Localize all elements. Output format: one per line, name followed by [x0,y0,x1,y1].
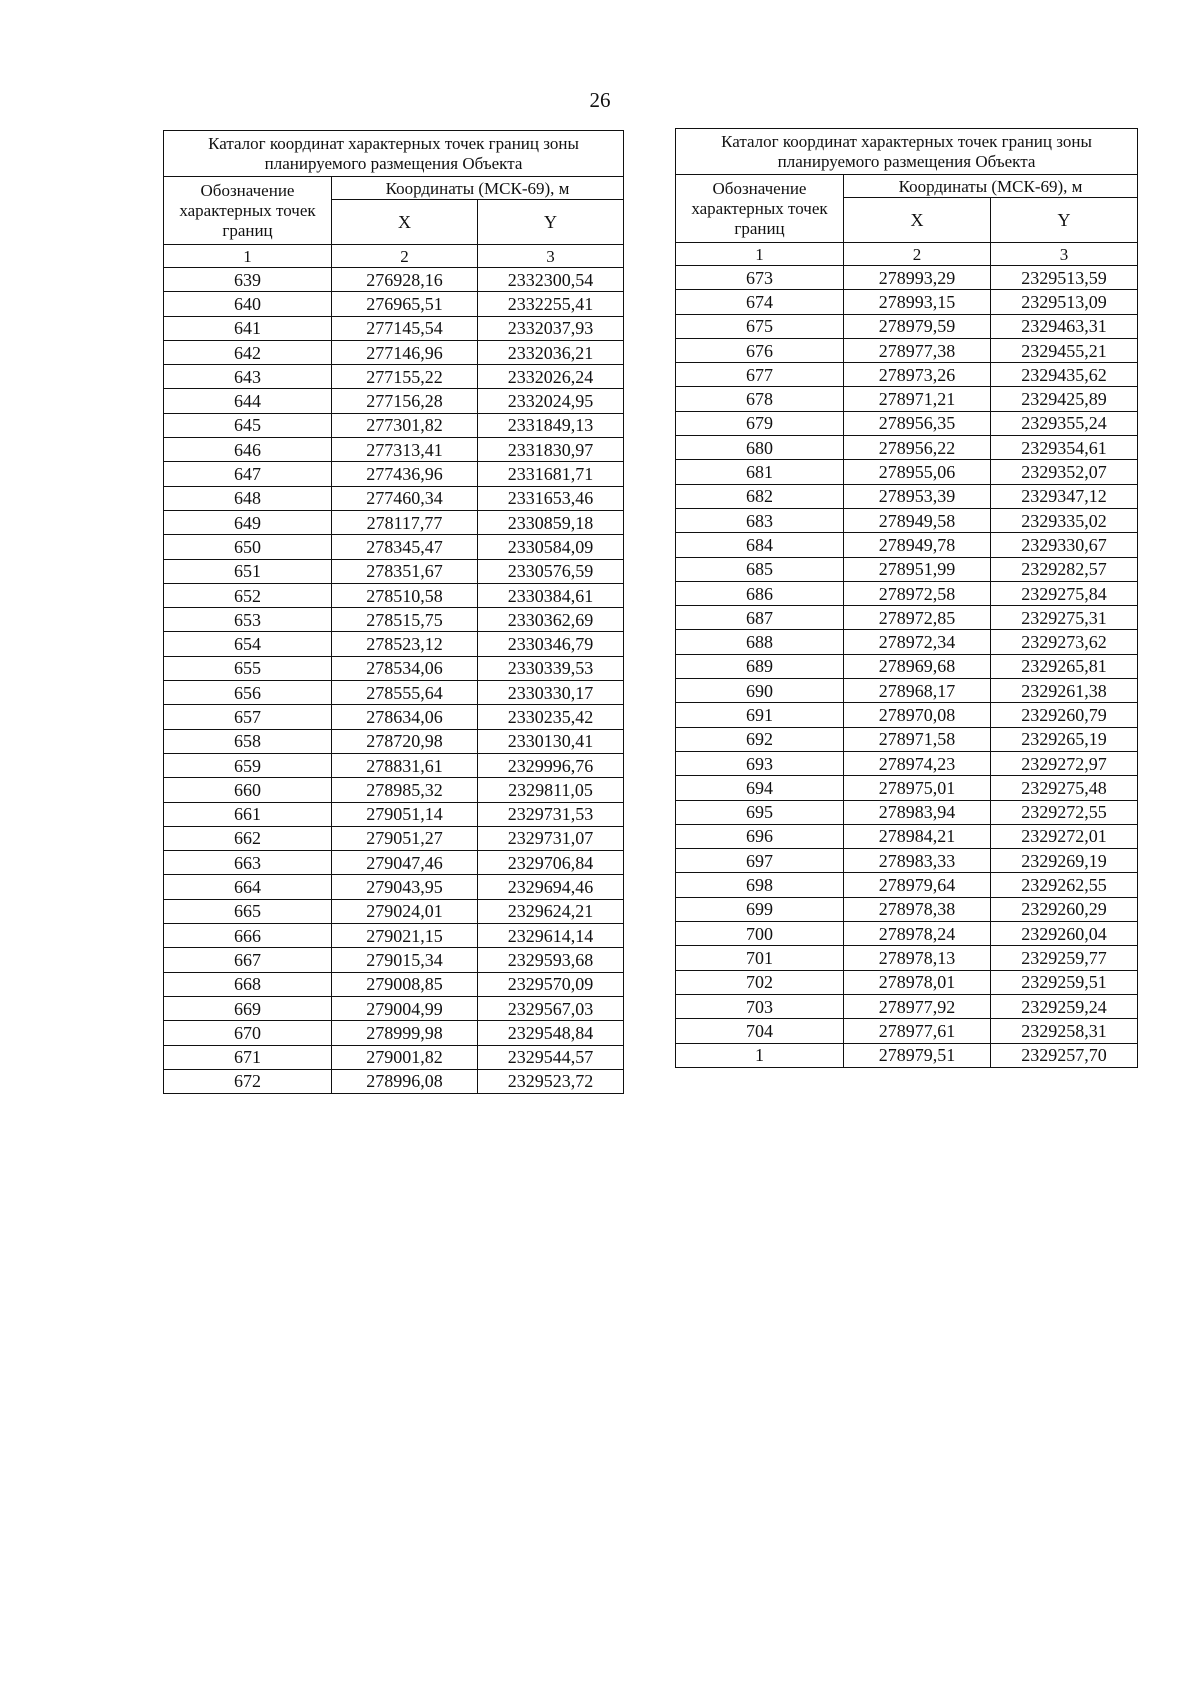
table-row [676,606,1138,630]
y-coordinate-cell: 2331653,46 [478,486,624,510]
y-coordinate-cell: 2329811,05 [478,778,624,802]
point-designation-cell: 657 [164,705,332,729]
y-coordinate-cell: 2329513,09 [991,290,1138,314]
table-row [164,681,624,705]
point-designation-cell: 660 [164,778,332,802]
y-coordinate-cell: 2329272,55 [991,800,1138,824]
table-row [676,1043,1138,1067]
point-designation-cell: 694 [676,776,844,800]
x-coordinate-cell: 279024,01 [332,899,478,923]
point-designation-cell: 648 [164,486,332,510]
y-coordinate-cell: 2332300,54 [478,268,624,292]
point-designation-cell: 662 [164,826,332,850]
table-title: Каталог координат характерных точек границ зоны планируемого размещения Объекта [164,131,624,177]
point-designation-cell: 674 [676,290,844,314]
page-number: 26 [589,88,611,112]
x-coordinate-cell: 278996,08 [332,1069,478,1093]
x-coordinate-cell: 279008,85 [332,972,478,996]
y-coordinate-cell: 2329330,67 [991,533,1138,557]
header-row [676,175,1138,198]
point-designation-cell: 699 [676,897,844,921]
point-designation-cell: 677 [676,363,844,387]
x-coordinate-cell: 278634,06 [332,705,478,729]
table-row [164,851,624,875]
table-row [676,1019,1138,1043]
table-row [676,363,1138,387]
x-coordinate-cell: 277146,96 [332,340,478,364]
table-row [676,994,1138,1018]
x-coordinate-cell: 278955,06 [844,460,991,484]
table-row [164,268,624,292]
y-coordinate-cell: 2329272,97 [991,751,1138,775]
x-coordinate-cell: 279051,27 [332,826,478,850]
table-row [164,559,624,583]
point-designation-cell: 666 [164,924,332,948]
point-designation-cell: 686 [676,581,844,605]
y-coordinate-cell: 2329567,03 [478,996,624,1020]
x-coordinate-cell: 279043,95 [332,875,478,899]
table-row [676,484,1138,508]
point-designation-cell: 671 [164,1045,332,1069]
x-coordinate-cell: 278983,94 [844,800,991,824]
point-designation-cell: 673 [676,266,844,290]
x-coordinate-cell: 279051,14 [332,802,478,826]
x-coordinate-cell: 278972,85 [844,606,991,630]
x-coordinate-cell: 277156,28 [332,389,478,413]
x-coordinate-cell: 278351,67 [332,559,478,583]
y-coordinate-cell: 2329706,84 [478,851,624,875]
y-coordinate-cell: 2329269,19 [991,849,1138,873]
y-coordinate-cell: 2331681,71 [478,462,624,486]
point-designation-cell: 683 [676,508,844,532]
y-coordinate-cell: 2329548,84 [478,1021,624,1045]
point-designation-cell: 644 [164,389,332,413]
point-designation-cell: 640 [164,292,332,316]
point-designation-cell: 672 [164,1069,332,1093]
x-coordinate-cell: 278956,22 [844,436,991,460]
point-designation-cell: 692 [676,727,844,751]
x-coordinate-cell: 279004,99 [332,996,478,1020]
table-row [164,389,624,413]
y-coordinate-cell: 2329614,14 [478,924,624,948]
x-coordinate-cell: 277436,96 [332,462,478,486]
x-coordinate-cell: 278985,32 [332,778,478,802]
point-designation-cell: 658 [164,729,332,753]
y-coordinate-cell: 2329455,21 [991,338,1138,362]
x-coordinate-cell: 278978,13 [844,946,991,970]
point-designation-cell: 697 [676,849,844,873]
table-row [676,411,1138,435]
table-row [676,460,1138,484]
x-coordinate-cell: 278971,21 [844,387,991,411]
table-body [676,129,1138,1068]
table-row [676,508,1138,532]
y-coordinate-cell: 2330346,79 [478,632,624,656]
column-number-row [676,243,1138,266]
table-row [164,802,624,826]
table-row [164,340,624,364]
x-coordinate-cell: 278999,98 [332,1021,478,1045]
table-row [676,897,1138,921]
column-number: 1 [676,243,844,266]
y-coordinate-cell: 2331830,97 [478,438,624,462]
point-designation-cell: 651 [164,559,332,583]
y-coordinate-cell: 2329513,59 [991,266,1138,290]
point-designation-cell: 1 [676,1043,844,1067]
point-designation-cell: 703 [676,994,844,1018]
x-coordinate-cell: 278970,08 [844,703,991,727]
point-designation-cell: 682 [676,484,844,508]
point-designation-cell: 676 [676,338,844,362]
table-row [676,824,1138,848]
table-row [164,656,624,680]
point-designation-cell: 681 [676,460,844,484]
x-header: X [332,200,478,245]
y-coordinate-cell: 2329694,46 [478,875,624,899]
table-row [164,608,624,632]
table-row [164,875,624,899]
table-title: Каталог координат характерных точек границ зоны планируемого размещения Объекта [676,129,1138,175]
coordinate-catalog-table-left [163,130,624,1094]
point-designation-cell: 700 [676,922,844,946]
table-row [164,462,624,486]
point-designation-cell: 704 [676,1019,844,1043]
y-coordinate-cell: 2329731,07 [478,826,624,850]
table-row [676,654,1138,678]
y-coordinate-cell: 2329262,55 [991,873,1138,897]
table-row [676,849,1138,873]
y-coordinate-cell: 2329259,24 [991,994,1138,1018]
y-coordinate-cell: 2329463,31 [991,314,1138,338]
table-row [676,751,1138,775]
table-row [164,413,624,437]
point-designation-cell: 641 [164,316,332,340]
y-coordinate-cell: 2329257,70 [991,1043,1138,1067]
x-coordinate-cell: 278831,61 [332,753,478,777]
point-designation-cell: 693 [676,751,844,775]
x-coordinate-cell: 278523,12 [332,632,478,656]
table-row [676,630,1138,654]
point-designation-cell: 702 [676,970,844,994]
y-coordinate-cell: 2330584,09 [478,535,624,559]
point-designation-cell: 642 [164,340,332,364]
x-coordinate-cell: 278978,01 [844,970,991,994]
table-row [164,535,624,559]
y-coordinate-cell: 2329275,31 [991,606,1138,630]
title-row [164,131,624,177]
x-coordinate-cell: 278956,35 [844,411,991,435]
designation-header: Обозначение характерных точек границ [164,177,332,245]
designation-header: Обозначение характерных точек границ [676,175,844,243]
point-designation-cell: 675 [676,314,844,338]
table-row [164,924,624,948]
x-coordinate-cell: 276928,16 [332,268,478,292]
y-coordinate-cell: 2329260,29 [991,897,1138,921]
x-header: X [844,198,991,243]
x-coordinate-cell: 276965,51 [332,292,478,316]
table-body [164,131,624,1094]
x-coordinate-cell: 278977,92 [844,994,991,1018]
point-designation-cell: 665 [164,899,332,923]
x-coordinate-cell: 278971,58 [844,727,991,751]
table-row [164,316,624,340]
column-number: 2 [844,243,991,266]
x-coordinate-cell: 277155,22 [332,365,478,389]
table-row [676,922,1138,946]
point-designation-cell: 678 [676,387,844,411]
point-designation-cell: 654 [164,632,332,656]
x-coordinate-cell: 279001,82 [332,1045,478,1069]
point-designation-cell: 645 [164,413,332,437]
x-coordinate-cell: 279015,34 [332,948,478,972]
title-row [676,129,1138,175]
y-coordinate-cell: 2329260,04 [991,922,1138,946]
point-designation-cell: 668 [164,972,332,996]
point-designation-cell: 685 [676,557,844,581]
table-row [164,510,624,534]
y-coordinate-cell: 2330130,41 [478,729,624,753]
point-designation-cell: 669 [164,996,332,1020]
x-coordinate-cell: 278949,78 [844,533,991,557]
table-row [676,946,1138,970]
table-row [164,632,624,656]
table-row [676,557,1138,581]
table-row [164,948,624,972]
table-row [676,703,1138,727]
x-coordinate-cell: 278978,24 [844,922,991,946]
point-designation-cell: 663 [164,851,332,875]
y-coordinate-cell: 2329258,31 [991,1019,1138,1043]
x-coordinate-cell: 278953,39 [844,484,991,508]
table-row [164,1045,624,1069]
y-coordinate-cell: 2329273,62 [991,630,1138,654]
point-designation-cell: 701 [676,946,844,970]
table-row [164,486,624,510]
y-coordinate-cell: 2330235,42 [478,705,624,729]
point-designation-cell: 684 [676,533,844,557]
table-row [164,826,624,850]
point-designation-cell: 695 [676,800,844,824]
point-designation-cell: 647 [164,462,332,486]
x-coordinate-cell: 278983,33 [844,849,991,873]
x-coordinate-cell: 278984,21 [844,824,991,848]
table-row [164,972,624,996]
column-number: 1 [164,245,332,268]
y-coordinate-cell: 2329996,76 [478,753,624,777]
table-row [164,1021,624,1045]
y-coordinate-cell: 2329352,07 [991,460,1138,484]
y-coordinate-cell: 2330384,61 [478,583,624,607]
x-coordinate-cell: 278974,23 [844,751,991,775]
x-coordinate-cell: 279047,46 [332,851,478,875]
x-coordinate-cell: 278949,58 [844,508,991,532]
x-coordinate-cell: 277301,82 [332,413,478,437]
point-designation-cell: 649 [164,510,332,534]
y-coordinate-cell: 2329275,48 [991,776,1138,800]
y-coordinate-cell: 2329261,38 [991,679,1138,703]
table-row [676,727,1138,751]
x-coordinate-cell: 278972,34 [844,630,991,654]
point-designation-cell: 679 [676,411,844,435]
column-number: 2 [332,245,478,268]
table-row [164,753,624,777]
x-coordinate-cell: 277460,34 [332,486,478,510]
y-coordinate-cell: 2330330,17 [478,681,624,705]
table-row [676,970,1138,994]
x-coordinate-cell: 279021,15 [332,924,478,948]
table-row [676,533,1138,557]
header-row [164,177,624,200]
y-coordinate-cell: 2332037,93 [478,316,624,340]
coordinates-header: Координаты (МСК-69), м [844,175,1138,198]
y-coordinate-cell: 2329335,02 [991,508,1138,532]
table-row [676,581,1138,605]
point-designation-cell: 659 [164,753,332,777]
x-coordinate-cell: 277145,54 [332,316,478,340]
table-row [676,314,1138,338]
y-coordinate-cell: 2329265,19 [991,727,1138,751]
y-coordinate-cell: 2329523,72 [478,1069,624,1093]
y-coordinate-cell: 2332255,41 [478,292,624,316]
table-row [164,1069,624,1093]
table-row [164,705,624,729]
y-coordinate-cell: 2332024,95 [478,389,624,413]
x-coordinate-cell: 278977,61 [844,1019,991,1043]
x-coordinate-cell: 278972,58 [844,581,991,605]
y-coordinate-cell: 2329259,77 [991,946,1138,970]
point-designation-cell: 698 [676,873,844,897]
y-coordinate-cell: 2329731,53 [478,802,624,826]
y-coordinate-cell: 2330859,18 [478,510,624,534]
x-coordinate-cell: 278973,26 [844,363,991,387]
point-designation-cell: 696 [676,824,844,848]
x-coordinate-cell: 278968,17 [844,679,991,703]
x-coordinate-cell: 278345,47 [332,535,478,559]
y-coordinate-cell: 2329275,84 [991,581,1138,605]
table-row [676,387,1138,411]
x-coordinate-cell: 278979,64 [844,873,991,897]
y-coordinate-cell: 2329260,79 [991,703,1138,727]
table-row [164,438,624,462]
y-coordinate-cell: 2329282,57 [991,557,1138,581]
y-coordinate-cell: 2329347,12 [991,484,1138,508]
point-designation-cell: 690 [676,679,844,703]
x-coordinate-cell: 278720,98 [332,729,478,753]
table-row [164,899,624,923]
point-designation-cell: 687 [676,606,844,630]
x-coordinate-cell: 278977,38 [844,338,991,362]
y-coordinate-cell: 2329570,09 [478,972,624,996]
y-coordinate-cell: 2330339,53 [478,656,624,680]
x-coordinate-cell: 278555,64 [332,681,478,705]
x-coordinate-cell: 278993,15 [844,290,991,314]
table-row [676,873,1138,897]
table-row [676,800,1138,824]
x-coordinate-cell: 278975,01 [844,776,991,800]
y-header: Y [991,198,1138,243]
y-coordinate-cell: 2329355,24 [991,411,1138,435]
table-row [164,365,624,389]
x-coordinate-cell: 278515,75 [332,608,478,632]
y-coordinate-cell: 2330362,69 [478,608,624,632]
point-designation-cell: 670 [164,1021,332,1045]
point-designation-cell: 653 [164,608,332,632]
x-coordinate-cell: 278993,29 [844,266,991,290]
y-coordinate-cell: 2329265,81 [991,654,1138,678]
y-coordinate-cell: 2331849,13 [478,413,624,437]
x-coordinate-cell: 278969,68 [844,654,991,678]
column-number: 3 [991,243,1138,266]
point-designation-cell: 646 [164,438,332,462]
y-coordinate-cell: 2332036,21 [478,340,624,364]
point-designation-cell: 680 [676,436,844,460]
point-designation-cell: 691 [676,703,844,727]
y-coordinate-cell: 2329435,62 [991,363,1138,387]
table-row [164,778,624,802]
table-row [676,436,1138,460]
point-designation-cell: 655 [164,656,332,680]
point-designation-cell: 656 [164,681,332,705]
y-coordinate-cell: 2332026,24 [478,365,624,389]
column-number-row [164,245,624,268]
point-designation-cell: 650 [164,535,332,559]
point-designation-cell: 643 [164,365,332,389]
table-row [676,338,1138,362]
coordinates-header: Координаты (МСК-69), м [332,177,624,200]
y-coordinate-cell: 2329624,21 [478,899,624,923]
column-number: 3 [478,245,624,268]
y-coordinate-cell: 2329544,57 [478,1045,624,1069]
y-coordinate-cell: 2329259,51 [991,970,1138,994]
table-row [164,583,624,607]
x-coordinate-cell: 278979,59 [844,314,991,338]
table-row [676,266,1138,290]
point-designation-cell: 689 [676,654,844,678]
y-coordinate-cell: 2329425,89 [991,387,1138,411]
x-coordinate-cell: 278978,38 [844,897,991,921]
y-coordinate-cell: 2329354,61 [991,436,1138,460]
y-coordinate-cell: 2330576,59 [478,559,624,583]
point-designation-cell: 667 [164,948,332,972]
x-coordinate-cell: 278534,06 [332,656,478,680]
y-header: Y [478,200,624,245]
point-designation-cell: 688 [676,630,844,654]
table-row [676,290,1138,314]
x-coordinate-cell: 278951,99 [844,557,991,581]
coordinate-catalog-table-right [675,128,1138,1068]
x-coordinate-cell: 278510,58 [332,583,478,607]
point-designation-cell: 661 [164,802,332,826]
y-coordinate-cell: 2329272,01 [991,824,1138,848]
point-designation-cell: 639 [164,268,332,292]
table-row [164,292,624,316]
table-row [676,679,1138,703]
x-coordinate-cell: 278117,77 [332,510,478,534]
y-coordinate-cell: 2329593,68 [478,948,624,972]
x-coordinate-cell: 277313,41 [332,438,478,462]
table-row [164,729,624,753]
point-designation-cell: 652 [164,583,332,607]
table-row [676,776,1138,800]
point-designation-cell: 664 [164,875,332,899]
x-coordinate-cell: 278979,51 [844,1043,991,1067]
table-row [164,996,624,1020]
